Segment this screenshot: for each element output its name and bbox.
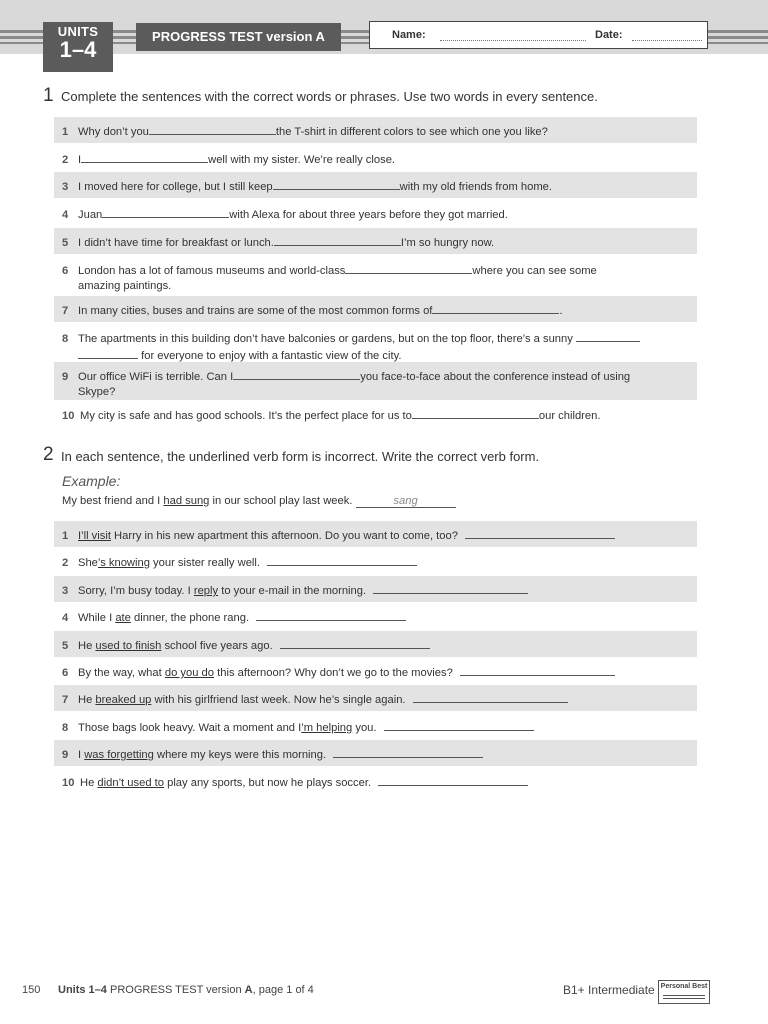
s2-item-10 bbox=[54, 768, 697, 794]
s2-item-6 bbox=[54, 658, 697, 684]
s1-item-9 bbox=[54, 362, 697, 400]
item-text: Skype? bbox=[78, 386, 116, 398]
item-text: amazing paintings. bbox=[78, 280, 172, 292]
item-text: He bbox=[80, 777, 98, 789]
test-title: PROGRESS TEST version A bbox=[136, 23, 341, 51]
underlined-verb: was forgetting bbox=[84, 749, 154, 761]
answer-blank[interactable] bbox=[333, 746, 483, 758]
s2-item-4 bbox=[54, 603, 697, 629]
item-number: 4 bbox=[62, 209, 69, 221]
item-text: you. bbox=[352, 722, 377, 734]
units-badge bbox=[43, 22, 113, 72]
item-text: Those bags look heavy. Wait a moment and I bbox=[78, 722, 302, 734]
item-text: London has a lot of famous museums and world-class bbox=[78, 265, 346, 277]
underlined-verb: do you do bbox=[164, 667, 215, 679]
answer-blank[interactable] bbox=[78, 347, 138, 359]
logo-text: Personal Best bbox=[660, 983, 708, 990]
example-underlined-verb: had sung bbox=[163, 495, 210, 507]
s2-item-7 bbox=[54, 685, 697, 711]
item-number: 9 bbox=[62, 371, 69, 383]
item-number: 8 bbox=[62, 333, 69, 345]
item-text: Why don’t you bbox=[78, 126, 149, 138]
answer-blank[interactable] bbox=[384, 719, 534, 731]
item-text: where my keys were this morning. bbox=[153, 749, 327, 761]
footer-version: A bbox=[244, 984, 253, 996]
answer-blank[interactable] bbox=[102, 206, 229, 218]
item-text: The apartments in this building don’t have balconies or gardens, but on the top floor, there’s a sunny bbox=[78, 333, 573, 345]
item-text: our children. bbox=[538, 410, 601, 422]
s2-item-3 bbox=[54, 576, 697, 602]
item-text: dinner, the phone rang. bbox=[130, 612, 250, 624]
item-number: 9 bbox=[62, 749, 69, 761]
item-number: 3 bbox=[62, 181, 69, 193]
underlined-verb: didn’t used to bbox=[97, 777, 164, 789]
item-number: 7 bbox=[62, 694, 69, 706]
footer-title bbox=[58, 984, 314, 996]
answer-blank[interactable] bbox=[576, 330, 640, 342]
item-text: you face-to-face about the conference instead of using bbox=[360, 371, 631, 383]
item-text: well with my sister. We’re really close. bbox=[208, 154, 396, 166]
item-text: this afternoon? Why don’t we go to the movies? bbox=[214, 667, 453, 679]
underlined-verb: ate bbox=[115, 612, 131, 624]
answer-blank[interactable] bbox=[412, 407, 539, 419]
s1-item-8 bbox=[54, 324, 697, 360]
section-instruction: In each sentence, the underlined verb form is incorrect. Write the correct verb form. bbox=[61, 449, 540, 464]
item-text: My city is safe and has good schools. It’s the perfect place for us to bbox=[80, 410, 412, 422]
answer-blank[interactable] bbox=[273, 178, 400, 190]
item-text: Harry in his new apartment this afternoon. Do you want to come, too? bbox=[110, 530, 458, 542]
item-text: By the way, what bbox=[78, 667, 165, 679]
item-text: Sorry, I’m busy today. I bbox=[78, 585, 194, 597]
underlined-verb: ’s knowing bbox=[97, 557, 150, 569]
s1-item-3 bbox=[54, 172, 697, 198]
s1-item-10 bbox=[54, 401, 697, 425]
item-number: 3 bbox=[62, 585, 69, 597]
example-sentence bbox=[62, 495, 456, 508]
answer-blank[interactable] bbox=[373, 582, 528, 594]
item-text: I didn’t have time for breakfast or lunch. bbox=[78, 237, 274, 249]
answer-blank[interactable] bbox=[256, 609, 406, 621]
item-text: with his girlfriend last week. Now he’s single again. bbox=[151, 694, 406, 706]
s2-item-1 bbox=[54, 521, 697, 547]
item-text: I bbox=[78, 749, 85, 761]
item-number: 2 bbox=[62, 557, 69, 569]
example-text: My best friend and I bbox=[62, 495, 164, 507]
level-label: B1+ Intermediate bbox=[563, 983, 655, 997]
s1-item-4 bbox=[54, 200, 697, 224]
underlined-verb: I’ll visit bbox=[78, 530, 111, 542]
footer-units: Units 1–4 bbox=[58, 984, 107, 996]
answer-blank[interactable] bbox=[280, 637, 430, 649]
section-number: 2 bbox=[43, 444, 54, 465]
item-text: I moved here for college, but I still keep bbox=[78, 181, 273, 193]
answer-blank[interactable] bbox=[345, 262, 472, 274]
footer-page-of: , page 1 of 4 bbox=[252, 984, 314, 996]
name-field[interactable] bbox=[440, 40, 586, 41]
item-text: school five years ago. bbox=[161, 640, 273, 652]
item-text: the T-shirt in different colors to see which one you like? bbox=[275, 126, 548, 138]
item-text: He bbox=[78, 640, 96, 652]
answer-blank[interactable] bbox=[432, 302, 559, 314]
date-field[interactable] bbox=[632, 40, 702, 41]
answer-blank[interactable] bbox=[274, 234, 401, 246]
underlined-verb: breaked up bbox=[95, 694, 152, 706]
answer-blank[interactable] bbox=[465, 527, 615, 539]
underlined-verb: used to finish bbox=[95, 640, 162, 652]
item-text: where you can see some bbox=[472, 265, 597, 277]
underlined-verb: reply bbox=[193, 585, 219, 597]
name-date-box bbox=[369, 21, 708, 49]
item-text: for everyone to enjoy with a fantastic view of the city. bbox=[141, 350, 402, 362]
item-number: 6 bbox=[62, 667, 69, 679]
answer-blank[interactable] bbox=[149, 123, 276, 135]
page-number: 150 bbox=[22, 984, 41, 996]
units-number: 1–4 bbox=[59, 37, 97, 62]
item-number: 4 bbox=[62, 612, 69, 624]
date-label: Date: bbox=[595, 29, 623, 41]
item-text: your sister really well. bbox=[149, 557, 260, 569]
item-text: In many cities, buses and trains are some of the most common forms of bbox=[78, 305, 433, 317]
item-number: 5 bbox=[62, 237, 69, 249]
answer-blank[interactable] bbox=[81, 151, 208, 163]
item-text: play any sports, but now he plays soccer. bbox=[163, 777, 372, 789]
item-text: I bbox=[78, 154, 82, 166]
item-text: While I bbox=[78, 612, 116, 624]
footer-test: PROGRESS TEST version bbox=[106, 984, 245, 996]
item-number: 2 bbox=[62, 154, 69, 166]
item-text: She bbox=[78, 557, 98, 569]
s2-item-8 bbox=[54, 713, 697, 739]
item-number: 1 bbox=[62, 530, 69, 542]
example-text: in our school play last week. bbox=[209, 495, 353, 507]
example-label: Example: bbox=[62, 473, 121, 489]
answer-blank[interactable] bbox=[378, 774, 528, 786]
answer-blank[interactable] bbox=[413, 691, 568, 703]
item-text: with Alexa for about three years before they got married. bbox=[229, 209, 508, 221]
answer-blank[interactable] bbox=[233, 368, 360, 380]
item-number: 10 bbox=[62, 777, 75, 789]
section-number: 1 bbox=[43, 85, 54, 106]
item-text: with my old friends from home. bbox=[399, 181, 552, 193]
item-text: Our office WiFi is terrible. Can I bbox=[78, 371, 234, 383]
s1-item-6 bbox=[54, 256, 697, 294]
item-text: . bbox=[559, 305, 563, 317]
item-text: Juan bbox=[78, 209, 103, 221]
s2-item-2 bbox=[54, 548, 697, 574]
answer-blank[interactable] bbox=[267, 554, 417, 566]
s1-item-2 bbox=[54, 145, 697, 169]
s2-item-5 bbox=[54, 631, 697, 657]
s1-item-7 bbox=[54, 296, 697, 322]
name-label: Name: bbox=[392, 29, 426, 41]
personal-best-logo bbox=[658, 980, 710, 1004]
section-instruction: Complete the sentences with the correct words or phrases. Use two words in every sentence. bbox=[61, 89, 598, 104]
item-number: 10 bbox=[62, 410, 75, 422]
item-text: to your e-mail in the morning. bbox=[218, 585, 367, 597]
item-text: He bbox=[78, 694, 96, 706]
s1-item-5 bbox=[54, 228, 697, 254]
s2-item-9 bbox=[54, 740, 697, 766]
item-number: 8 bbox=[62, 722, 69, 734]
underlined-verb: ’m helping bbox=[301, 722, 353, 734]
item-number: 7 bbox=[62, 305, 69, 317]
item-text: I’m so hungry now. bbox=[400, 237, 495, 249]
units-label: UNITS bbox=[57, 24, 99, 39]
item-number: 6 bbox=[62, 265, 69, 277]
answer-blank[interactable] bbox=[460, 664, 615, 676]
example-answer: sang bbox=[356, 495, 456, 508]
item-number: 1 bbox=[62, 126, 69, 138]
item-number: 5 bbox=[62, 640, 69, 652]
s1-item-1 bbox=[54, 117, 697, 143]
